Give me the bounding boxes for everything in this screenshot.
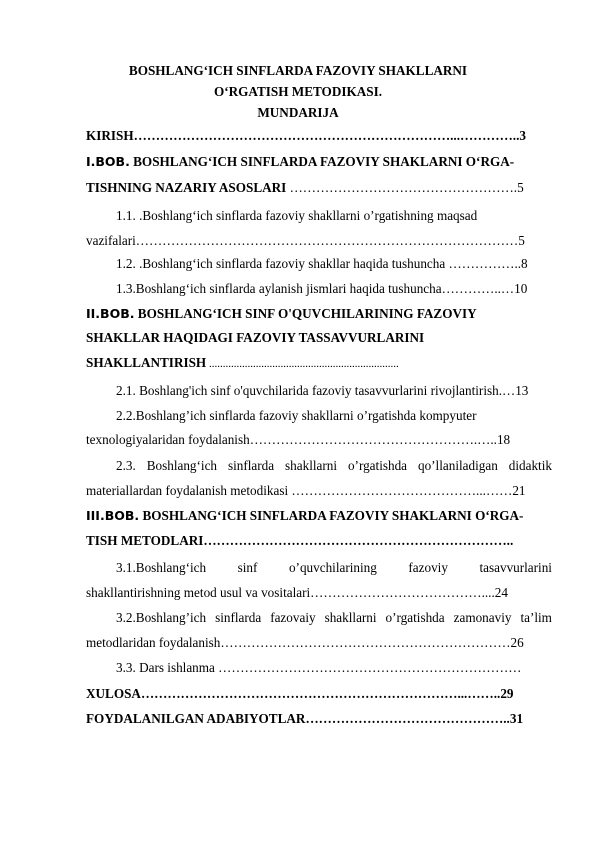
toc-section-2-2-cont[interactable]: texnologiyalaridan foydalanish…………………………………………….…..18 [86, 432, 511, 447]
chapter-2-title-cont: SHAKLLANTIRISH [86, 355, 207, 370]
word: qo’llaniladigan [417, 458, 498, 473]
chapter-2-dots: ..................................................................... [206, 358, 399, 370]
word: didaktik [508, 458, 552, 473]
toc-section-1-1[interactable]: 1.1. .Boshlang‘ich sinflarda fazoviy shakllarni o’rgatishning maqsad [116, 208, 478, 223]
word: 2.3. [116, 458, 136, 473]
toc-section-3-2[interactable] [116, 610, 552, 626]
doc-title-line1: BOSHLANG‘ICH SINFLARDA FAZOVIY SHAKLLARNI [128, 63, 468, 78]
chapter-2-number: II.BOB. [86, 306, 135, 321]
word: sinflarda [227, 458, 275, 473]
toc-heading: MUNDARIJA [257, 105, 339, 120]
toc-section-1-1-cont[interactable]: vazifalari……………………………………………………………………………5 [86, 233, 525, 248]
toc-chapter-1[interactable] [86, 154, 552, 170]
word: 3.2.Boshlang’ich [116, 610, 207, 625]
toc-chapter-1-cont[interactable] [86, 180, 552, 196]
word: ta’lim [520, 610, 552, 625]
toc-intro[interactable]: KIRISH………………………………………………………………...…………..3 [86, 128, 526, 143]
word: 3.1.Boshlang‘ich [116, 560, 207, 575]
toc-section-2-2[interactable]: 2.2.Boshlang’ich sinflarda fazoviy shakllarni o’rgatishda kompyuter [116, 408, 477, 423]
word: fazovaiy [270, 610, 316, 625]
chapter-1-title: BOSHLANG‘ICH SINFLARDA FAZOVIY SHAKLARNI O‘RGA- [129, 154, 515, 169]
toc-chapter-3-cont[interactable]: TISH METODLARI…………………………………………………………….. [86, 533, 514, 548]
chapter-1-number: I.BOB. [86, 154, 130, 169]
toc-chapter-2-cont[interactable]: SHAKLLAR HAQIDAGI FAZOVIY TASSAVVURLARINI [86, 330, 425, 345]
toc-section-2-1[interactable]: 2.1. Boshlang'ich sinf o'quvchilarida fazoviy tasavvurlarini rivojlantirish.…13 [116, 383, 529, 398]
word: sinflarda [215, 610, 262, 625]
chapter-2-title: BOSHLANG‘ICH SINF O'QUVCHILARINING FAZOVIY [134, 306, 477, 321]
doc-title-line2: O‘RGATISH METODIKASI. [213, 84, 383, 99]
word: fazoviy [408, 560, 448, 575]
word: zamonaviy [453, 610, 512, 625]
toc-section-2-3-cont[interactable]: materiallardan foydalanish metodikasi ……………………………………...……21 [86, 483, 526, 498]
toc-references[interactable]: FOYDALANILGAN ADABIYOTLAR………………………………………..31 [86, 711, 524, 726]
toc-chapter-3[interactable] [86, 508, 552, 524]
word: Boshlang‘ich [146, 458, 218, 473]
toc-chapter-2-cont2[interactable] [86, 355, 552, 371]
toc-section-3-3[interactable]: 3.3. Dars ishlanma …………………………………………………………… [116, 660, 522, 675]
chapter-1-dots: …………………………………………….5 [286, 180, 524, 195]
word: o’rgatishda [385, 610, 445, 625]
word: o’quvchilarining [288, 560, 377, 575]
word: tasavvurlarini [479, 560, 552, 575]
toc-section-3-1[interactable] [116, 560, 552, 576]
chapter-3-title: BOSHLANG‘ICH SINFLARDA FAZOVIY SHAKLARNI O‘RGA- [139, 508, 524, 523]
toc-section-1-2[interactable]: 1.2. .Boshlang‘ich sinflarda fazoviy shakllar haqida tushuncha ……………..8 [116, 256, 528, 271]
toc-chapter-2[interactable] [86, 306, 552, 322]
word: shakllarni [285, 458, 338, 473]
chapter-3-number: III.BOB. [86, 508, 140, 523]
toc-conclusion[interactable]: XULOSA………………………………………………………………...……..29 [86, 686, 514, 701]
chapter-1-title-cont: TISHNING NAZARIY ASOSLARI [86, 180, 287, 195]
word: o’rgatishda [347, 458, 408, 473]
toc-section-3-2-cont[interactable]: metodlaridan foydalanish…………………………………………………………26 [86, 635, 524, 650]
word: shakllarni [324, 610, 377, 625]
word: sinf [237, 560, 258, 575]
toc-section-1-3[interactable]: 1.3.Boshlang‘ich sinflarda aylanish jismlari haqida tushuncha…………..…10 [116, 281, 528, 296]
toc-section-3-1-cont[interactable]: shakllantirishning metod usul va vositalari…………………………………....24 [86, 585, 508, 600]
toc-section-2-3[interactable] [116, 458, 552, 474]
